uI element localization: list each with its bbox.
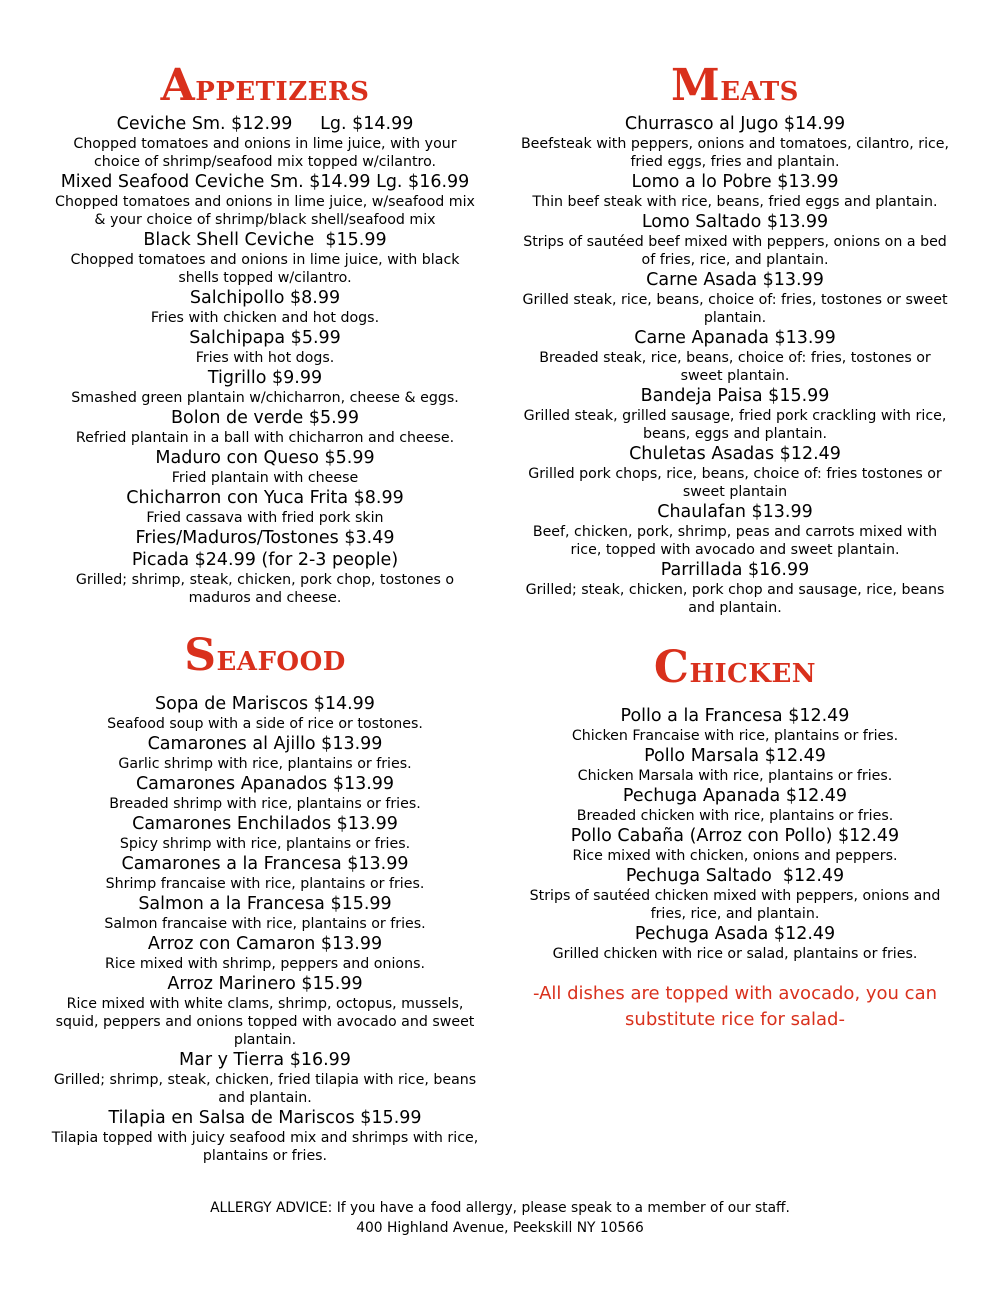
menu-item-description: Chopped tomatoes and onions in lime juice, with black shells topped w/cilantro. <box>70 252 460 286</box>
seafood-section <box>50 608 480 1165</box>
menu-item-description: Grilled chicken with rice or salad, plantains or fries. <box>552 946 918 962</box>
right-column <box>520 0 950 1033</box>
menu-item-description: Chopped tomatoes and onions in lime juice, w/seafood mix & your choice of shrimp/black shell/seafood mix <box>55 194 475 228</box>
menu-item-description: Rice mixed with white clams, shrimp, octopus, mussels, squid, peppers and onions topped with avocado and sweet plantain. <box>55 996 475 1048</box>
menu-item-description: Strips of sautéed beef mixed with peppers, onions on a bed of fries, rice, and plantain. <box>523 234 947 268</box>
menu-item <box>520 114 950 171</box>
menu-item-description: Fried plantain with cheese <box>171 470 359 486</box>
menu-item-name: Tilapia en Salsa de Mariscos $15.99 <box>108 1108 422 1128</box>
menu-item-description: Fries with hot dogs. <box>195 350 335 366</box>
menu-item-name: Camarones al Ajillo $13.99 <box>147 734 383 754</box>
menu-item <box>50 814 480 853</box>
footer <box>0 1198 1000 1238</box>
menu-item-name: Pollo a la Francesa $12.49 <box>620 706 850 726</box>
meats-heading: MEATS <box>671 60 799 111</box>
menu-item <box>520 172 950 211</box>
menu-item-description: Beef, chicken, pork, shrimp, peas and carrots mixed with rice, topped with avocado and sweet plantain. <box>532 524 938 558</box>
menu-item <box>520 786 950 825</box>
menu-item-name: Bandeja Paisa $15.99 <box>640 386 830 406</box>
meats-section <box>520 0 950 617</box>
menu-item-name: Pechuga Saltado $12.49 <box>625 866 845 886</box>
menu-item <box>50 774 480 813</box>
menu-item-description: Grilled; shrimp, steak, chicken, pork chop, tostones o maduros and cheese. <box>75 572 455 606</box>
menu-item <box>520 328 950 385</box>
menu-item-description: Spicy shrimp with rice, plantains or fries. <box>119 836 411 852</box>
chicken-list <box>520 696 950 963</box>
menu-item-description: Salmon francaise with rice, plantains or fries. <box>104 916 426 932</box>
menu-item-name: Mixed Seafood Ceviche Sm. $14.99 Lg. $16.99 <box>60 172 470 192</box>
menu-item-name: Camarones Enchilados $13.99 <box>132 814 398 834</box>
menu-item-name: Arroz Marinero $15.99 <box>167 974 363 994</box>
chicken-section <box>520 618 950 1033</box>
menu-item-name: Chicharron con Yuca Frita $8.99 <box>126 488 404 508</box>
menu-item-description: Chopped tomatoes and onions in lime juice, with your choice of shrimp/seafood mix topped w/cilantro. <box>73 136 457 170</box>
menu-item <box>520 444 950 501</box>
menu-item-description: Seafood soup with a side of rice or tostones. <box>107 716 423 732</box>
menu-item <box>50 230 480 287</box>
menu-item <box>50 934 480 973</box>
menu-item-name: Mar y Tierra $16.99 <box>179 1050 351 1070</box>
menu-item-description: Tilapia topped with juicy seafood mix and shrimps with rice, plantains or fries. <box>51 1130 479 1164</box>
menu-item-name: Lomo Saltado $13.99 <box>641 212 829 232</box>
menu-item-name: Ceviche Sm. $12.99 Lg. $14.99 <box>116 114 414 134</box>
menu-item <box>50 1050 480 1107</box>
menu-item-description: Grilled; shrimp, steak, chicken, fried tilapia with rice, beans and plantain. <box>53 1072 477 1106</box>
menu-item <box>520 826 950 865</box>
menu-item-description: Refried plantain in a ball with chicharron and cheese. <box>75 430 455 446</box>
menu-item <box>50 172 480 229</box>
menu-item-description: Chicken Marsala with rice, plantains or fries. <box>577 768 893 784</box>
menu-item-description: Smashed green plantain w/chicharron, cheese & eggs. <box>71 390 459 406</box>
menu-item-description: Breaded steak, rice, beans, choice of: fries, tostones or sweet plantain. <box>539 350 931 384</box>
menu-item-description: Grilled steak, rice, beans, choice of: fries, tostones or sweet plantain. <box>522 292 948 326</box>
allergy-advice: ALLERGY ADVICE: If you have a food allergy, please speak to a member of our staff. <box>210 1200 790 1216</box>
menu-item-name: Maduro con Queso $5.99 <box>155 448 375 468</box>
menu-item-name: Arroz con Camaron $13.99 <box>147 934 383 954</box>
menu-item <box>520 386 950 443</box>
menu-item-name: Salmon a la Francesa $15.99 <box>138 894 392 914</box>
menu-item-description: Thin beef steak with rice, beans, fried eggs and plantain. <box>532 194 938 210</box>
menu-item-description: Rice mixed with shrimp, peppers and onions. <box>104 956 425 972</box>
left-column <box>50 0 480 1166</box>
menu-item-description: Chicken Francaise with rice, plantains or fries. <box>571 728 899 744</box>
menu-item-name: Parrillada $16.99 <box>660 560 810 580</box>
menu-item <box>520 924 950 963</box>
menu-item-description: Breaded shrimp with rice, plantains or fries. <box>109 796 421 812</box>
menu-item-name: Pechuga Apanada $12.49 <box>622 786 848 806</box>
menu-item <box>50 974 480 1049</box>
menu-item-description: Grilled pork chops, rice, beans, choice of: fries tostones or sweet plantain <box>528 466 942 500</box>
seafood-heading: SEAFOOD <box>184 630 346 681</box>
menu-item <box>520 212 950 269</box>
menu-item-description: Beefsteak with peppers, onions and tomatoes, cilantro, rice, fried eggs, fries and plantain. <box>520 136 950 170</box>
menu-item <box>50 448 480 487</box>
menu-item <box>50 1108 480 1165</box>
menu-item-description: Rice mixed with chicken, onions and peppers. <box>572 848 898 864</box>
menu-item <box>50 550 480 607</box>
menu-item <box>50 408 480 447</box>
menu-item <box>520 270 950 327</box>
menu-item <box>50 288 480 327</box>
avocado-note: -All dishes are topped with avocado, you can substitute rice for salad- <box>532 983 938 1030</box>
menu-item-name: Pollo Marsala $12.49 <box>644 746 826 766</box>
menu-item-name: Bolon de verde $5.99 <box>171 408 359 428</box>
menu-item-name: Pechuga Asada $12.49 <box>634 924 836 944</box>
menu-item <box>50 694 480 733</box>
menu-item-name: Chaulafan $13.99 <box>657 502 813 522</box>
chicken-heading: CHICKEN <box>653 642 817 693</box>
menu-item-description: Shrimp francaise with rice, plantains or fries. <box>105 876 425 892</box>
menu-item <box>50 894 480 933</box>
menu-item <box>50 368 480 407</box>
menu-item-name: Carne Apanada $13.99 <box>634 328 836 348</box>
menu-item <box>50 488 480 527</box>
menu-item-name: Camarones Apanados $13.99 <box>135 774 395 794</box>
menu-item-description: Grilled; steak, chicken, pork chop and sausage, rice, beans and plantain. <box>525 582 945 616</box>
seafood-list <box>50 684 480 1165</box>
menu-item <box>520 502 950 559</box>
menu-item-name: Sopa de Mariscos $14.99 <box>155 694 375 714</box>
menu-item-description: Fries with chicken and hot dogs. <box>150 310 380 326</box>
appetizers-list <box>50 114 480 607</box>
menu-item-name: Pollo Cabaña (Arroz con Pollo) $12.49 <box>570 826 900 846</box>
menu-item-name: Camarones a la Francesa $13.99 <box>121 854 409 874</box>
menu-item <box>520 746 950 785</box>
menu-item <box>50 328 480 367</box>
restaurant-address: 400 Highland Avenue, Peekskill NY 10566 <box>356 1220 644 1236</box>
menu-item-name: Black Shell Ceviche $15.99 <box>143 230 387 250</box>
menu-item-description: Fried cassava with fried pork skin <box>146 510 384 526</box>
menu-item-description: Grilled steak, grilled sausage, fried pork crackling with rice, beans, eggs and plantain. <box>523 408 947 442</box>
menu-item-description: Garlic shrimp with rice, plantains or fries. <box>118 756 412 772</box>
appetizers-section <box>50 0 480 607</box>
menu-item <box>50 114 480 171</box>
menu-item-name: Picada $24.99 (for 2-3 people) <box>131 550 399 570</box>
menu-item-name: Salchipapa $5.99 <box>189 328 341 348</box>
menu-item <box>50 734 480 773</box>
meats-list <box>520 114 950 617</box>
menu-item <box>520 866 950 923</box>
menu-item-name: Churrasco al Jugo $14.99 <box>624 114 846 134</box>
menu-item-description: Strips of sautéed chicken mixed with peppers, onions and fries, rice, and plantain. <box>529 888 941 922</box>
menu-item-name: Chuletas Asadas $12.49 <box>629 444 841 464</box>
menu-item-name: Salchipollo $8.99 <box>189 288 341 308</box>
menu-item-name: Lomo a lo Pobre $13.99 <box>631 172 839 192</box>
menu-item <box>520 560 950 617</box>
menu-item <box>50 528 480 549</box>
menu-item-name: Carne Asada $13.99 <box>646 270 824 290</box>
appetizers-heading: APPETIZERS <box>160 60 370 111</box>
menu-item-description: Breaded chicken with rice, plantains or fries. <box>576 808 894 824</box>
menu-item <box>50 854 480 893</box>
menu-item-name: Tigrillo $9.99 <box>207 368 323 388</box>
menu-item-name: Fries/Maduros/Tostones $3.49 <box>135 528 395 548</box>
menu-item <box>520 706 950 745</box>
